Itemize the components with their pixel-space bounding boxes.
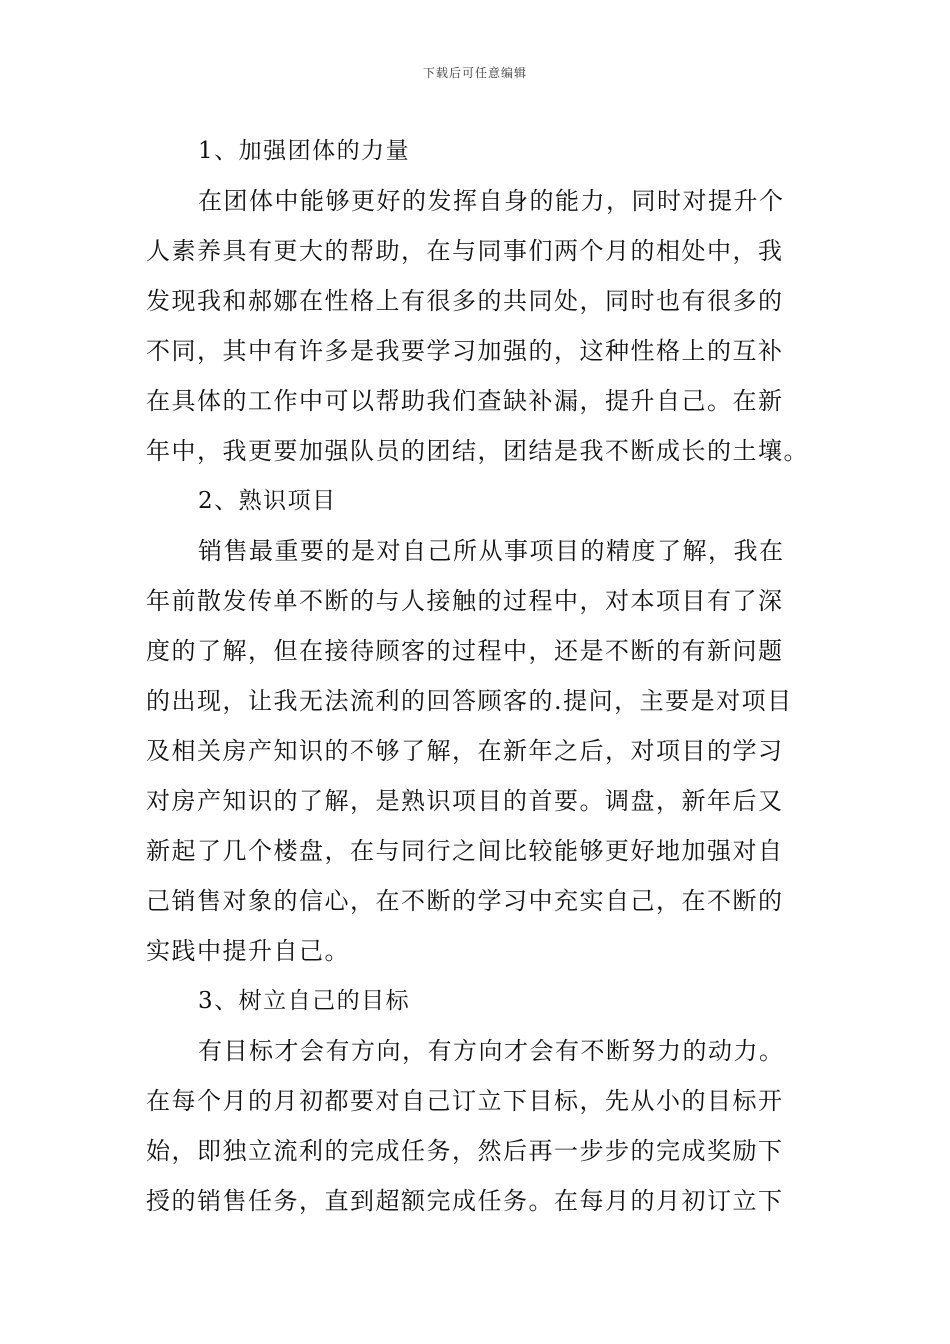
body-text-line: 销售最重要的是对自己所从事项目的精度了解，我在	[198, 537, 785, 565]
body-text-line: 有目标才会有方向，有方向才会有不断努力的动力。	[198, 1037, 785, 1065]
body-text-line: 始，即独立流利的完成任务，然后再一步步的完成奖励下	[146, 1137, 784, 1165]
section-heading: 1、加强团体的力量	[198, 138, 411, 164]
section-heading: 2、熟识项目	[198, 488, 337, 514]
body-text-line: 实践中提升自己。	[146, 937, 350, 965]
section-heading: 3、树立自己的目标	[198, 988, 411, 1014]
body-text-line: 人素养具有更大的帮助，在与同事们两个月的相处中，我	[146, 237, 784, 265]
body-text-line: 对房产知识的了解，是熟识项目的首要。调盘，新年后又	[146, 787, 784, 815]
header-note: 下载后可任意编辑	[422, 66, 527, 80]
body-text-line: 年中，我更要加强队员的团结，团结是我不断成长的土壤。	[146, 437, 809, 465]
body-text-line: 在具体的工作中可以帮助我们查缺补漏，提升自己。在新	[146, 387, 784, 415]
body-text-line: 发现我和郝娜在性格上有很多的共同处，同时也有很多的	[146, 287, 784, 315]
body-text-line: 新起了几个楼盘，在与同行之间比较能够更好地加强对自	[146, 837, 784, 865]
body-text-line: 及相关房产知识的不够了解，在新年之后，对项目的学习	[146, 737, 784, 765]
body-text-line: 授的销售任务，直到超额完成任务。在每月的月初订立下	[146, 1187, 784, 1215]
body-text-line: 度的了解，但在接待顾客的过程中，还是不断的有新问题	[146, 637, 784, 665]
body-text-line: 在每个月的月初都要对自己订立下目标，先从小的目标开	[146, 1087, 784, 1115]
body-text-line: 己销售对象的信心，在不断的学习中充实自己，在不断的	[146, 887, 784, 915]
body-text-line: 在团体中能够更好的发挥自身的能力，同时对提升个	[198, 187, 785, 215]
body-text-line: 不同，其中有许多是我要学习加强的，这种性格上的互补	[146, 337, 784, 365]
document-body	[146, 126, 810, 1226]
body-text-line: 的出现，让我无法流利的回答顾客的.提问，主要是对项目	[146, 687, 793, 715]
body-text-line: 年前散发传单不断的与人接触的过程中，对本项目有了深	[146, 587, 784, 615]
